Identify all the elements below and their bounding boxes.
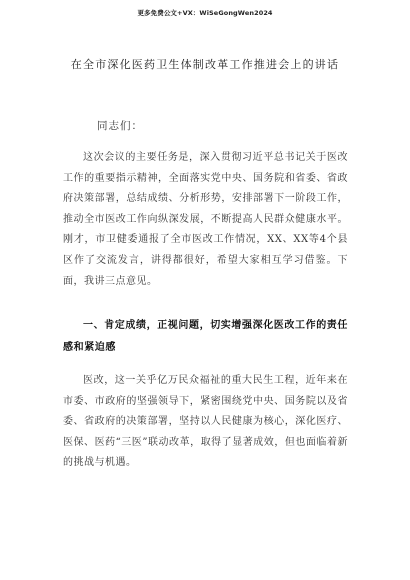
body-paragraph: 医改，这一关乎亿万民众福祉的重大民生工程，近年来在市委、市政府的坚强领导下，紧密围绕党中央、国务院以及省委、省政府的决策部署，坚持以人民健康为核心，深化医疗、医保、医药“三医”联动改革，取得了显著成效，但也面临着新的挑战与机遇。 bbox=[63, 375, 348, 469]
salutation: 同志们： bbox=[97, 120, 143, 132]
header-note: 更多免费公文+VX：WiSeGongWen2024 bbox=[137, 9, 273, 17]
document-title: 在全市深化医药卫生体制改革工作推进会上的讲话 bbox=[70, 58, 340, 71]
body-paragraph: 这次会议的主要任务是，深入贯彻习近平总书记关于医改工作的重要指示精神，全面落实党中央、国务院和省委、省政府决策部署，总结成绩、分析形势，安排部署下一阶段工作，推动全市医改工作向纵深发展，不断提高人民群众健康水平。刚才，市卫健委通报了全市医改工作情况，XX、XX等4个县区作了交流发言，讲得都很好，希望大家相互学习借鉴。下面，我讲三点意见。 bbox=[63, 152, 348, 287]
section-heading: 一、肯定成绩，正视问题，切实增强深化医改工作的责任感和紧迫感 bbox=[63, 320, 348, 353]
